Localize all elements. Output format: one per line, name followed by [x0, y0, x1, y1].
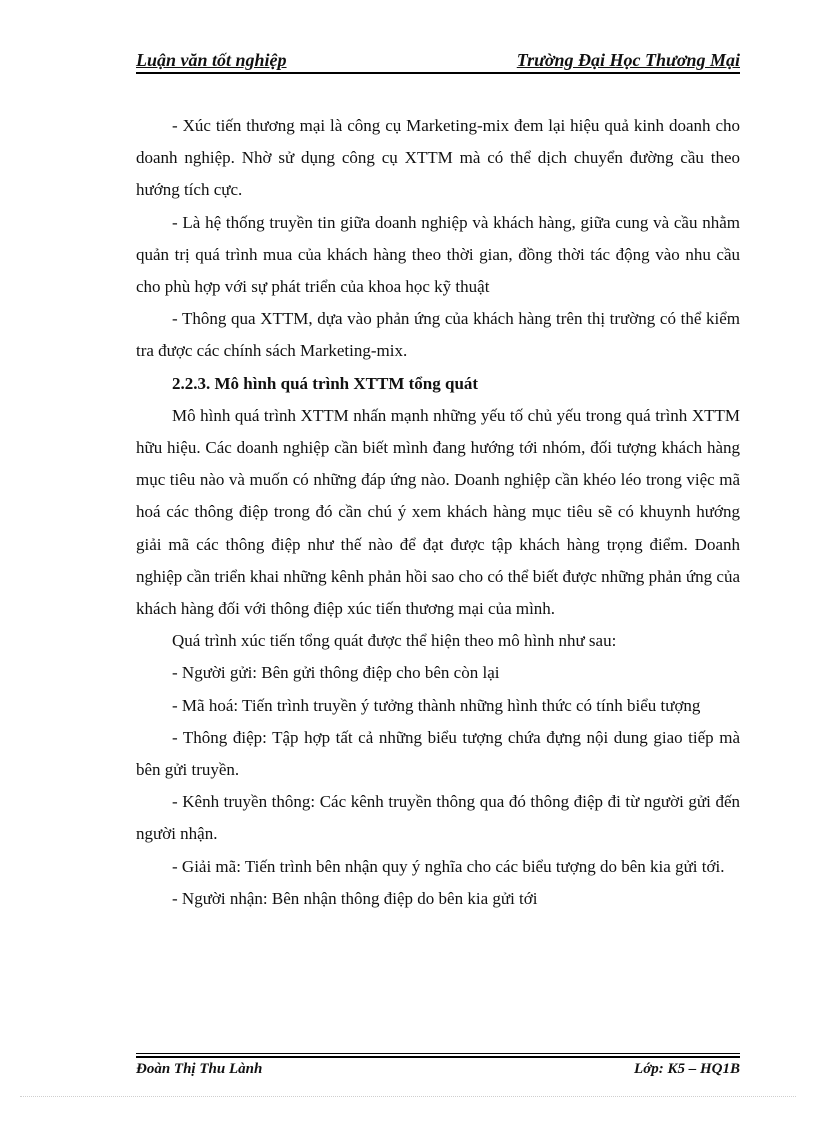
footer-class-label: Lớp: K5 – HQ1B: [634, 1061, 740, 1077]
list-item-sender: - Người gửi: Bên gửi thông điệp cho bên còn lại: [172, 663, 500, 683]
list-item-channel: - Kênh truyền thông: Các kênh truyền thông qua đó thông điệp đi từ người gửi đến người nhận.: [136, 792, 740, 844]
paragraph-xttm-effect: - Xúc tiến thương mại là công cụ Marketing-mix đem lại hiệu quả kinh doanh cho doanh nghiệp. Nhờ sử dụng công cụ XTTM mà có thể dịch chuyển đường cầu theo hướng tích cực.: [136, 116, 740, 200]
page-footer: [136, 1059, 740, 1081]
list-item-encoding: - Mã hoá: Tiến trình truyền ý tưởng thành những hình thức có tính biểu tượng: [172, 695, 701, 715]
paragraph-communication-system: - Là hệ thống truyền tin giữa doanh nghiệp và khách hàng, giữa cung và cầu nhằm quản trị quá trình mua của khách hàng theo thời gian, đồng thời tác động vào nhu cầu cho phù hợp với sự phát triển của khoa học kỹ thuật: [136, 212, 740, 297]
header-university-name: Trường Đại Học Thương Mại: [516, 50, 740, 70]
document-body: [136, 110, 740, 915]
list-item-receiver: - Người nhận: Bên nhận thông điệp do bên kia gửi tới: [172, 888, 538, 908]
header-thesis-label: Luận văn tốt nghiệp: [136, 50, 287, 70]
footer-author-name: Đoàn Thị Thu Lành: [136, 1061, 263, 1077]
footer-rule-thick: [136, 1056, 740, 1058]
paragraph-model-lead: Quá trình xúc tiến tổng quát được thể hiện theo mô hình như sau:: [172, 631, 617, 651]
paragraph-model-intro: Mô hình quá trình XTTM nhấn mạnh những yếu tố chủ yếu trong quá trình XTTM hữu hiệu. Các doanh nghiệp cần biết mình đang hướng tới nhóm, đối tượng khách hàng mục tiêu nào và muốn có những đáp ứng nào. Doanh nghiệp cần khéo léo trong việc mã hoá các thông điệp trong đó cần chú ý xem khách hàng mục tiêu sẽ có khuynh hướng giải mã các thông điệp như thế nào để đạt được tập khách hàng trọng điểm. Doanh nghiệp cần triển khai những kênh phản hồi sao cho có thể biết được những phản ứng của khách hàng đối với thông điệp xúc tiến thương mại của mình.: [136, 405, 740, 619]
paragraph-check-policy: - Thông qua XTTM, dựa vào phản ứng của khách hàng trên thị trường có thể kiểm tra được các chính sách Marketing-mix.: [136, 309, 740, 361]
list-item-decoding: - Giải mã: Tiến trình bên nhận quy ý nghĩa cho các biểu tượng do bên kia gửi tới.: [172, 856, 725, 876]
list-item-message: - Thông điệp: Tập hợp tất cả những biểu tượng chứa đựng nội dung giao tiếp mà bên gửi truyền.: [136, 727, 740, 780]
page-header: [136, 50, 740, 74]
section-heading: 2.2.3. Mô hình quá trình XTTM tổng quát: [172, 373, 479, 393]
footer-rule-thin: [136, 1053, 740, 1054]
page-bottom-dotted-edge: [20, 1096, 796, 1097]
